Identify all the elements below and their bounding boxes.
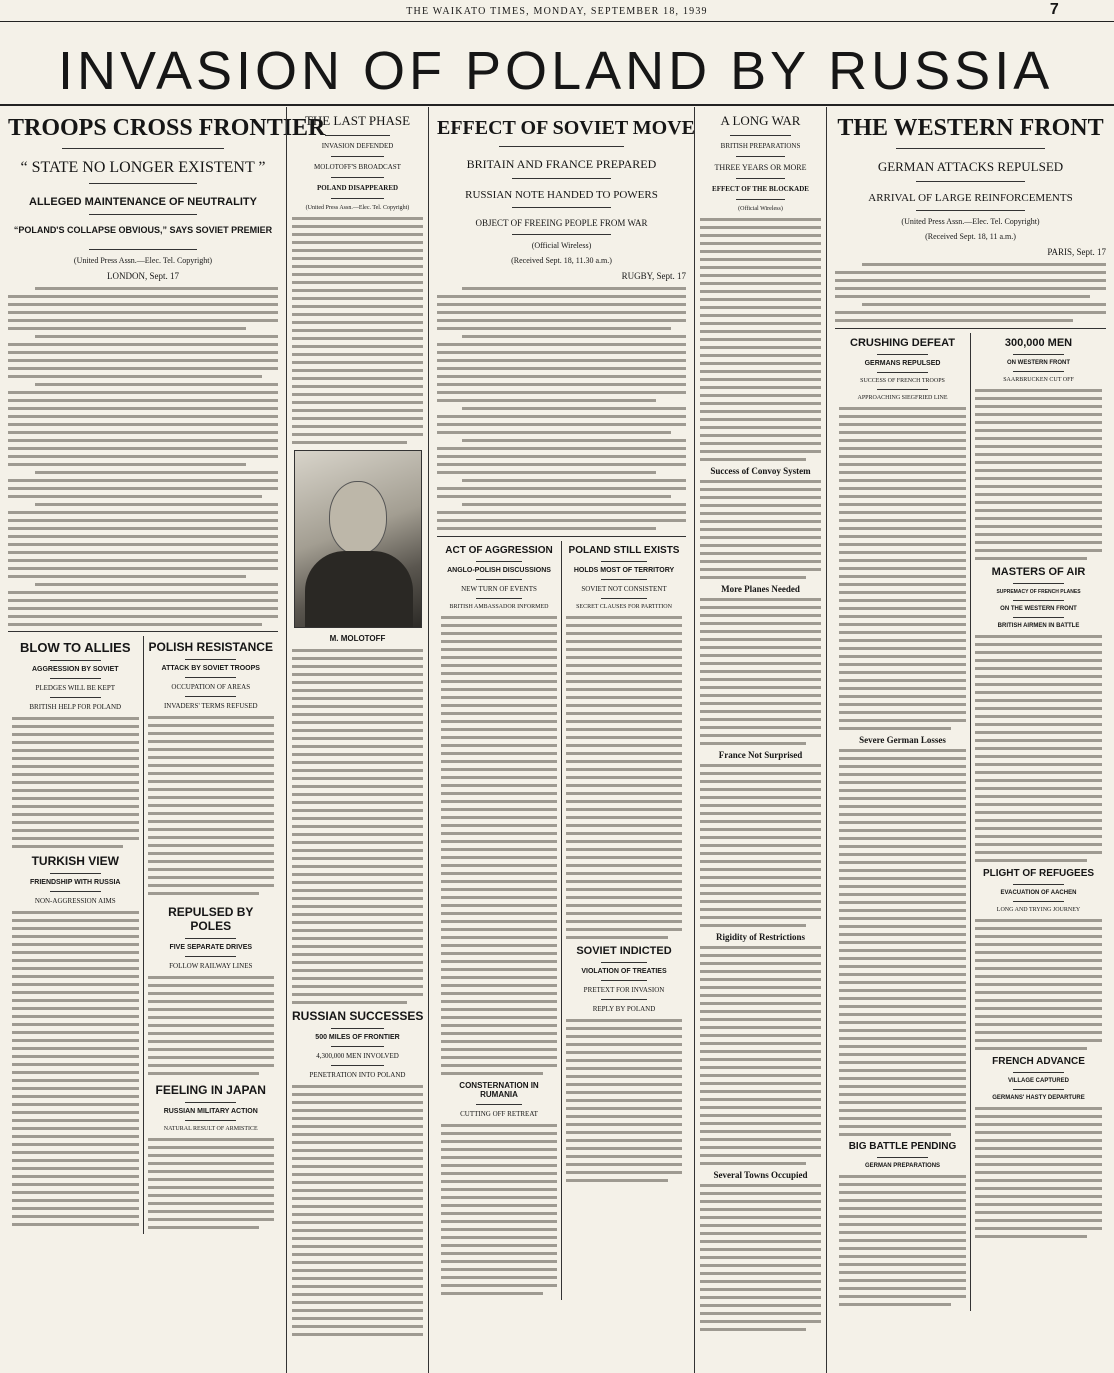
headline: ACT OF AGGRESSION [445,545,553,556]
headline: TURKISH VIEW [31,854,119,868]
divider [331,1028,383,1029]
divider [50,678,101,679]
headline: BLOW TO ALLIES [20,640,131,655]
sub-column-right [143,636,279,1234]
deck: ALLEGED MAINTENANCE OF NEUTRALITY [29,196,257,208]
divider [916,210,1024,211]
deck: VILLAGE CAPTURED [1007,1078,1069,1084]
divider [331,156,383,157]
deck: SUCCESS OF FRENCH TROOPS [860,378,945,384]
credit-line: (Official Wireless) [738,206,783,212]
divider [1013,583,1064,584]
deck: BRITISH HELP FOR POLAND [29,703,122,711]
divider [736,199,784,200]
deck: SAARBRUCKEN CUT OFF [1003,377,1074,383]
divider [601,980,647,981]
article-body [700,218,821,461]
article-body [566,1019,682,1182]
article-body [148,976,275,1075]
subheading: France Not Surprised [718,750,803,760]
deck: ATTACK BY SOVIET TROOPS [161,665,260,672]
article-body [441,1124,557,1295]
deck: HOLDS MOST OF TERRITORY [573,567,675,574]
divider [331,1065,383,1066]
article-body [975,389,1102,560]
sub-column-left [8,636,143,1234]
divider [877,372,928,373]
headline: CRUSHING DEFEAT [850,337,955,349]
deck: ARRIVAL OF LARGE REINFORCEMENTS [868,192,1073,204]
headline: THE WESTERN FRONT [837,115,1104,141]
divider [601,999,647,1000]
subheading: More Planes Needed [721,584,800,594]
deck: NON-AGGRESSION AIMS [34,897,116,905]
deck: GERMANS' HASTY DEPARTURE [992,1095,1085,1101]
headline: FEELING IN JAPAN [155,1083,266,1097]
deck: PLEDGES WILL BE KEPT [35,684,116,692]
deck: INVASION DEFENDED [321,142,394,150]
headline: EFFECT OF SOVIET MOVE [437,117,696,139]
article-body [975,1107,1102,1238]
article-body [148,1138,275,1229]
quote-deck: “ STATE NO LONGER EXISTENT ” [20,159,266,176]
divider [730,135,791,136]
divider [877,354,928,355]
deck: NATURAL RESULT OF ARMISTICE [163,1126,258,1132]
divider [1013,600,1064,601]
divider [89,183,197,184]
deck: INVADERS' TERMS REFUSED [163,702,258,710]
photo-caption: M. MOLOTOFF [329,634,386,643]
article-body [839,1175,966,1306]
headline: REPULSED BY POLES [168,905,254,933]
divider [476,598,522,599]
divider [736,156,784,157]
divider [185,938,236,939]
deck: REPLY BY POLAND [592,1005,656,1013]
subheading: Severe German Losses [859,735,946,745]
article-body [12,911,139,1226]
sub-column-right [970,333,1106,1311]
deck: VIOLATION OF TREATIES [581,968,667,975]
divider [185,956,236,957]
article-body [12,717,139,848]
divider [62,148,224,149]
divider [512,234,612,235]
deck: GERMAN PREPARATIONS [864,1163,941,1169]
banner-headline: INVASION OF POLAND BY RUSSIA [58,41,1054,101]
headline: BIG BATTLE PENDING [848,1141,957,1152]
column-last-phase [286,107,428,1373]
credit-line: (Received Sept. 18, 11 a.m.) [925,232,1016,241]
article-body [700,598,821,745]
divider [89,214,197,215]
divider [325,135,391,136]
divider [331,1046,383,1047]
deck: THREE YEARS OR MORE [714,163,807,172]
divider [601,962,647,963]
divider [185,696,236,697]
column-effect-of-soviet-move [428,107,694,1373]
divider [512,207,612,208]
deck: APPROACHING SIEGFRIED LINE [857,395,948,401]
headline: POLISH RESISTANCE [148,640,273,654]
deck: “POLAND'S COLLAPSE OBVIOUS,” SAYS SOVIET PREMIER [13,225,273,235]
headline: POLAND STILL EXISTS [568,545,680,556]
divider [512,178,612,179]
deck: PRETEXT FOR INVASION [583,986,665,994]
deck: RUSSIAN NOTE HANDED TO POWERS [465,189,658,201]
sub-columns [835,328,1106,1311]
divider [476,561,522,562]
deck: SECRET CLAUSES FOR PARTITION [576,604,672,610]
divider [1013,617,1064,618]
divider [1013,1089,1064,1090]
portrait-coat [305,551,413,627]
divider [1013,354,1064,355]
headline: THE LAST PHASE [304,113,411,128]
credit-line: (United Press Assn.—Elec. Tel. Copyright) [901,217,1040,226]
deck: RUSSIAN MILITARY ACTION [163,1108,258,1115]
headline: FRENCH ADVANCE [992,1056,1085,1067]
deck: NEW TURN OF EVENTS [461,585,537,593]
article-body [292,1085,423,1336]
portrait-face [329,481,387,555]
divider [331,198,383,199]
divider [896,148,1045,149]
divider [331,177,383,178]
deck: ON WESTERN FRONT [1007,360,1070,366]
divider [499,146,624,147]
headline: CONSTERNATION IN RUMANIA [459,1081,539,1099]
credit-line: (Official Wireless) [531,241,592,250]
article-body [700,764,821,927]
sub-columns [437,536,686,1300]
article-body [839,749,966,1136]
deck: EVACUATION OF AACHEN [1000,890,1077,896]
credit-line: (United Press Assn.—Elec. Tel. Copyright) [305,205,410,211]
divider [185,677,236,678]
headline: MASTERS OF AIR [991,566,1086,578]
divider [601,561,647,562]
deck: GERMAN ATTACKS REPULSED [877,159,1064,174]
article-body [975,919,1102,1050]
article-body [700,480,821,579]
divider [185,659,236,660]
article-body [835,263,1106,322]
divider [916,181,1024,182]
headline: RUSSIAN SUCCESSES [292,1009,424,1023]
dateline: PARIS, Sept. 17 [1047,247,1106,257]
masthead-line [0,1,1114,22]
headline: SOVIET INDICTED [576,945,672,957]
deck: PENETRATION INTO POLAND [309,1071,406,1079]
deck: FOLLOW RAILWAY LINES [169,962,253,970]
deck: ANGLO-POLISH DISCUSSIONS [447,567,551,574]
deck: 4,300,000 MEN INVOLVED [316,1052,399,1060]
deck: SUPREMACY OF FRENCH PLANES [996,589,1081,595]
column-troops-cross-frontier [0,107,326,1373]
divider [1013,1072,1064,1073]
deck: GERMANS REPULSED [864,360,941,367]
divider [877,389,928,390]
credit-line: (Received Sept. 18, 11.30 a.m.) [511,256,612,265]
dateline: RUGBY, Sept. 17 [621,271,686,281]
deck: BRITISH PREPARATIONS [720,142,801,150]
deck: POLAND DISAPPEARED [316,184,399,192]
divider [877,1157,928,1158]
sub-columns [8,631,278,1234]
divider [476,1104,522,1105]
subheading: Several Towns Occupied [713,1170,808,1180]
article-body [566,616,682,939]
subheading: Success of Convoy System [710,466,811,476]
masthead-text: THE WAIKATO TIMES, MONDAY, SEPTEMBER 18, 1939 [406,6,708,17]
deck: OBJECT OF FREEING PEOPLE FROM WAR [475,218,648,228]
deck: SOVIET NOT CONSISTENT [581,585,667,593]
divider [185,1102,236,1103]
divider [1013,901,1064,902]
divider [89,249,197,250]
credit-line: (United Press Assn.—Elec. Tel. Copyright) [73,256,213,265]
deck: MOLOTOFF'S BROADCAST [314,163,401,171]
divider [601,579,647,580]
article-body [975,635,1102,862]
dateline: LONDON, Sept. 17 [107,271,179,281]
divider [50,660,101,661]
column-western-front [826,107,1114,1373]
deck: CUTTING OFF RETREAT [460,1110,538,1118]
article-body [148,716,275,895]
deck: ON THE WESTERN FRONT [1000,606,1077,612]
headline: 300,000 MEN [1004,337,1073,349]
article-body [700,1184,821,1331]
article-body [292,217,423,444]
column-long-war [694,107,826,1373]
deck: LONG AND TRYING JOURNEY [996,907,1081,913]
headline: PLIGHT OF REFUGEES [982,868,1095,879]
divider [1013,371,1064,372]
headline: A LONG WAR [720,113,801,128]
deck: OCCUPATION OF AREAS [171,683,251,691]
deck: EFFECT OF THE BLOCKADE [712,185,809,193]
deck: FRIENDSHIP WITH RUSSIA [30,879,121,886]
article-body [8,287,278,626]
divider [50,891,101,892]
divider [1013,884,1064,885]
deck: BRITAIN AND FRANCE PREPARED [466,157,657,171]
deck: BRITISH AMBASSADOR INFORMED [449,604,549,610]
deck: FIVE SEPARATE DRIVES [169,944,253,951]
sub-column-left [437,541,561,1300]
sub-column-left [835,333,970,1311]
article-body [839,407,966,730]
subheading: Rigidity of Restrictions [716,932,805,942]
deck: 500 MILES OF FRONTIER [315,1034,400,1041]
divider [185,1120,236,1121]
deck: BRITISH AIRMEN IN BATTLE [997,623,1080,629]
article-body [292,649,423,1004]
banner-rule [0,104,1114,106]
divider [601,598,647,599]
divider [50,697,101,698]
deck: AGGRESSION BY SOVIET [31,666,119,673]
headline: TROOPS CROSS FRONTIER [8,115,326,141]
sub-column-right [561,541,686,1300]
molotoff-portrait [294,450,422,628]
divider [476,579,522,580]
article-body [700,946,821,1165]
page-number: 7 [1049,1,1060,18]
article-body [437,287,686,530]
divider [50,873,101,874]
article-body [441,616,557,1075]
divider [736,178,784,179]
